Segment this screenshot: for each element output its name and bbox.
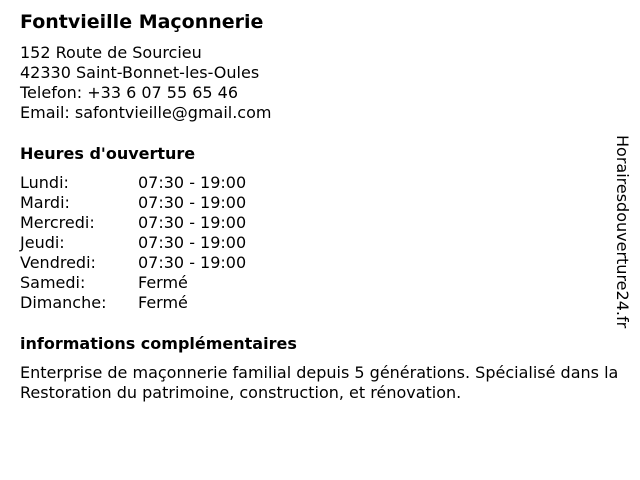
hours-value: 07:30 - 19:00 — [138, 173, 247, 192]
hours-row-monday — [20, 173, 320, 193]
hours-value: 07:30 - 19:00 — [138, 233, 247, 252]
day-label: Mercredi: — [20, 213, 95, 232]
day-label: Vendredi: — [20, 253, 96, 272]
hours-value: 07:30 - 19:00 — [138, 253, 247, 272]
hours-row-wednesday — [20, 213, 320, 233]
phone-number: Telefon: +33 6 07 55 65 46 — [20, 83, 239, 102]
day-label: Jeudi: — [20, 233, 65, 252]
day-label: Dimanche: — [20, 293, 107, 312]
hours-value: 07:30 - 19:00 — [138, 193, 247, 212]
hours-row-saturday — [20, 273, 320, 293]
hours-row-thursday — [20, 233, 320, 253]
extra-info-text: Enterprise de maçonnerie familial depuis 5 générations. Spécialisé dans la Restoration du patrimoine, construction, et rénovation. — [20, 363, 619, 402]
hours-value: Fermé — [138, 293, 188, 312]
day-label: Lundi: — [20, 173, 69, 192]
email-address: Email: safontvieille@gmail.com — [20, 103, 272, 122]
hours-heading: Heures d'ouverture — [20, 144, 196, 163]
hours-value: Fermé — [138, 273, 188, 292]
address-line-2: 42330 Saint-Bonnet-les-Oules — [20, 63, 260, 82]
day-label: Mardi: — [20, 193, 70, 212]
hours-table — [20, 173, 320, 313]
contact-info — [20, 43, 271, 123]
business-name: Fontvieille Maçonnerie — [20, 11, 264, 33]
extra-info-heading: informations complémentaires — [20, 334, 297, 353]
hours-value: 07:30 - 19:00 — [138, 213, 247, 232]
hours-row-tuesday — [20, 193, 320, 213]
hours-row-friday — [20, 253, 320, 273]
address-line-1: 152 Route de Sourcieu — [20, 43, 202, 62]
watermark: Horairesdouverture24.fr — [613, 135, 632, 329]
day-label: Samedi: — [20, 273, 86, 292]
hours-row-sunday — [20, 293, 320, 313]
